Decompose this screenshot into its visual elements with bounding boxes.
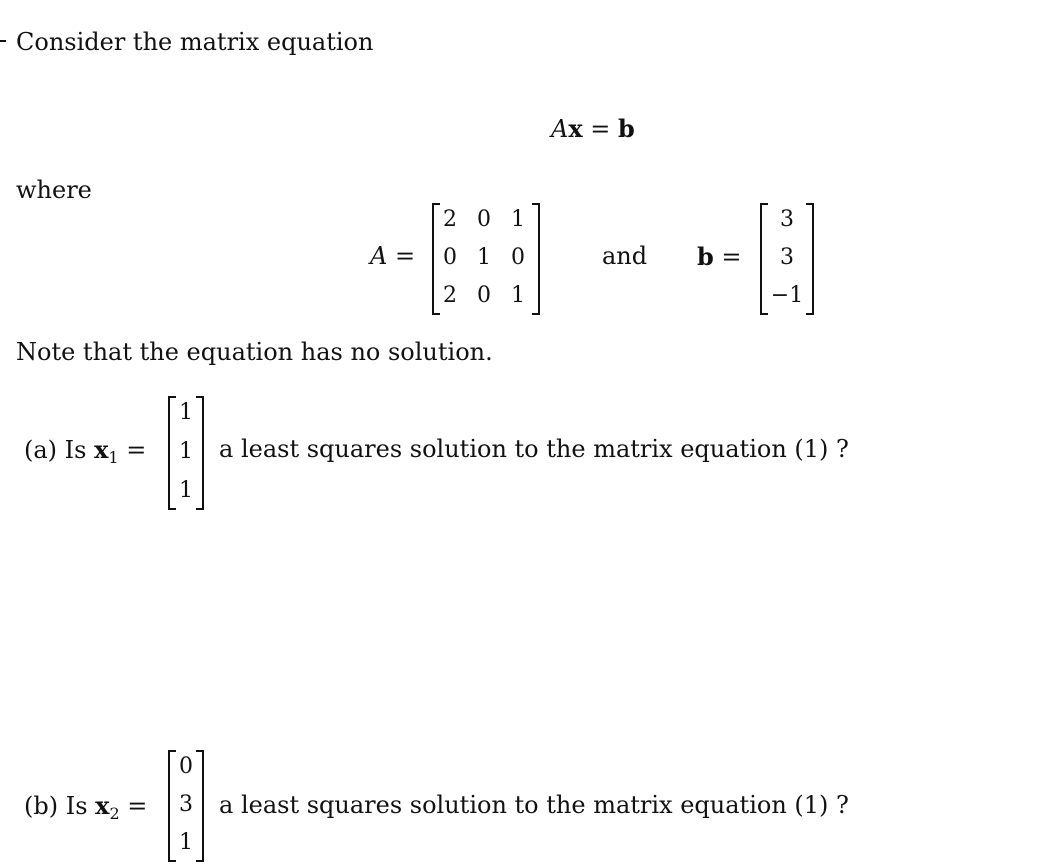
matrix-a-name: A bbox=[370, 242, 388, 270]
part-b-question: a least squares solution to the matrix equation (1) ? bbox=[219, 791, 849, 819]
vector-b-cell: 3 bbox=[780, 207, 794, 232]
matrix-a-cell: 0 bbox=[477, 207, 491, 232]
vector-b bbox=[760, 203, 814, 315]
part-a-vector: x bbox=[94, 435, 109, 464]
where-label: where bbox=[16, 176, 92, 204]
equation-lhs-vector: x bbox=[568, 114, 583, 143]
equation-rhs-vector: b bbox=[618, 114, 635, 143]
part-a-subscript: 1 bbox=[108, 448, 119, 467]
equation-equals: = bbox=[590, 115, 611, 143]
matrix-a-cell: 1 bbox=[477, 245, 491, 270]
part-a-cell: 1 bbox=[179, 478, 193, 503]
note-text: Note that the equation has no solution. bbox=[16, 338, 493, 366]
and-label: and bbox=[602, 242, 648, 270]
part-b-equals: = bbox=[127, 792, 148, 820]
part-b-vector-matrix bbox=[168, 750, 204, 862]
part-b-label bbox=[24, 791, 147, 823]
part-a-vector-matrix bbox=[168, 396, 204, 510]
part-a-question: a least squares solution to the matrix equation (1) ? bbox=[219, 435, 849, 463]
matrix-a-cell: 0 bbox=[443, 245, 457, 270]
matrix-a-cell: 1 bbox=[511, 207, 525, 232]
part-b-cell: 3 bbox=[179, 792, 193, 817]
matrix-a-cell: 0 bbox=[511, 245, 525, 270]
vector-b-equals: = bbox=[721, 243, 742, 271]
part-a-label bbox=[24, 435, 146, 467]
matrix-a-cell: 2 bbox=[443, 207, 457, 232]
matrix-a-label bbox=[370, 242, 415, 270]
vector-b-label bbox=[697, 242, 742, 271]
matrix-a-cell: 1 bbox=[511, 283, 525, 308]
matrix-a bbox=[432, 203, 540, 315]
part-b-cell: 0 bbox=[179, 754, 193, 779]
part-a-cell: 1 bbox=[179, 439, 193, 464]
part-b-subscript: 2 bbox=[109, 804, 120, 823]
part-b-vector: x bbox=[95, 791, 110, 820]
equation-lhs-matrix: A bbox=[551, 115, 569, 143]
matrix-a-cell: 2 bbox=[443, 283, 457, 308]
matrix-a-equals: = bbox=[394, 242, 416, 270]
vector-b-cell: 3 bbox=[780, 245, 794, 270]
cropped-item-marker bbox=[0, 40, 6, 42]
part-a-cell: 1 bbox=[179, 400, 193, 425]
part-a-prefix: (a) Is bbox=[24, 436, 87, 464]
main-equation bbox=[551, 114, 635, 143]
part-b-cell: 1 bbox=[179, 830, 193, 855]
part-b-prefix: (b) Is bbox=[24, 792, 88, 820]
vector-b-cell: −1 bbox=[770, 283, 804, 308]
vector-b-name: b bbox=[697, 242, 714, 271]
intro-text: Consider the matrix equation bbox=[16, 28, 374, 56]
matrix-a-cell: 0 bbox=[477, 283, 491, 308]
matrix-a-right-bracket bbox=[532, 203, 540, 315]
part-a-equals: = bbox=[126, 436, 147, 464]
